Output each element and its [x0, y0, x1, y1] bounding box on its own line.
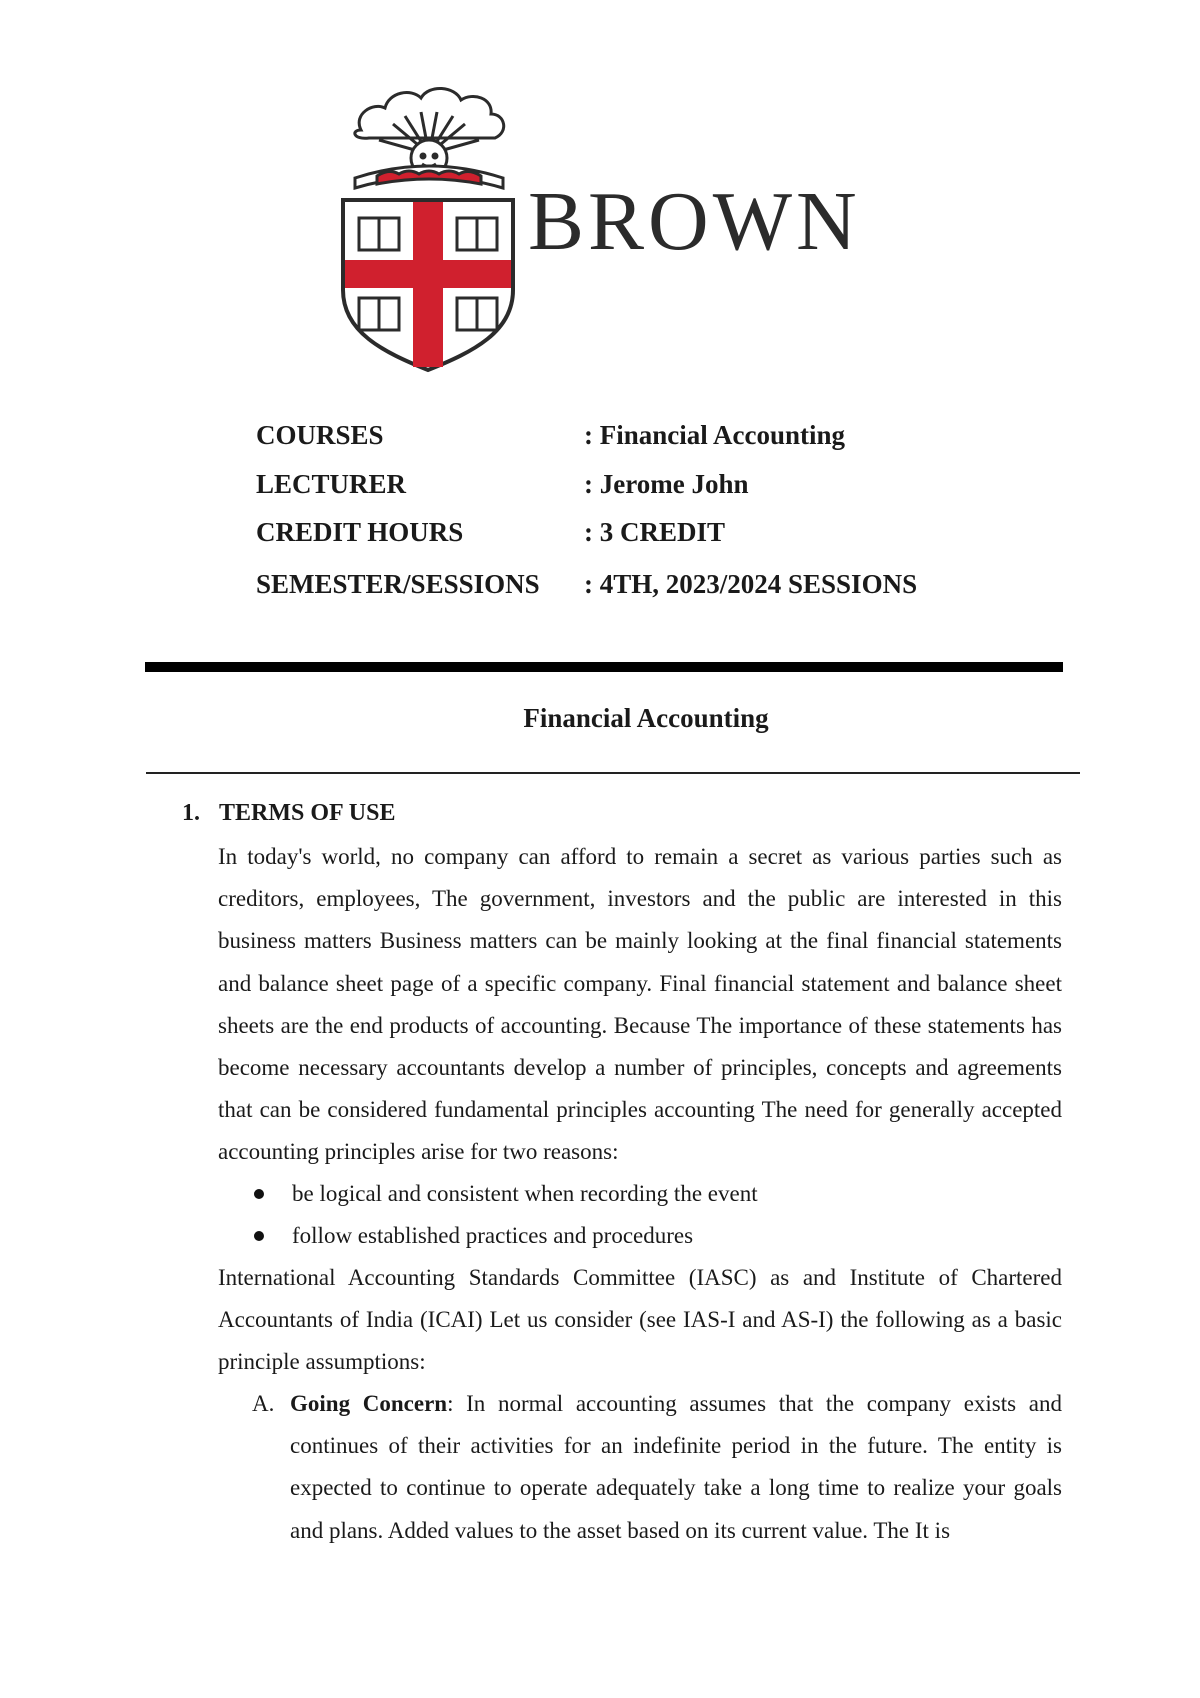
document-title-wrap: [0, 703, 1200, 734]
bullet-icon: [254, 1231, 264, 1241]
credit-hours-value: : 3 CREDIT: [584, 517, 726, 547]
semester-label: SEMESTER/SESSIONS: [256, 569, 540, 599]
wreath-crest-icon: [355, 166, 503, 188]
section-title: TERMS OF USE: [219, 800, 396, 826]
item-term: Going Concern: [290, 1391, 448, 1416]
reasons-list: [248, 1173, 1048, 1257]
thick-divider: [145, 662, 1063, 672]
item-text: : In normal accounting assumes that the company exists and continues of their activities for an indefinite period in the future. The entity is expected to continue to operate adequately take a long time to realize your goals and plans. Added values to the asset based on its current value. The It is: [290, 1391, 1062, 1543]
list-item-text: follow established practices and procedures: [292, 1223, 694, 1248]
shield-icon: [343, 200, 513, 370]
course-value: : Financial Accounting: [584, 420, 846, 450]
bullet-icon: [254, 1189, 264, 1199]
cloud-crest-icon: [355, 88, 504, 138]
document-title: Financial Accounting: [523, 703, 769, 733]
credit-hours-label: CREDIT HOURS: [256, 517, 464, 547]
section-number: 1.: [182, 800, 200, 826]
course-label: COURSES: [256, 420, 384, 450]
list-item: [248, 1215, 1048, 1257]
intro-paragraph: In today's world, no company can afford to remain a secret as various parties such as creditors, employees, The government, investors and the public are interested in this business matters Business matters can be mainly looking at the final financial statements and balance sheet page of a specific company. Final financial statement and balance sheet sheets are the end products of accounting. Because The importance of these statements has become necessary accountants develop a number of principles, concepts and agreements that can be considered fundamental principles accounting The need for generally accepted accounting principles arise for two reasons:: [218, 844, 1062, 1165]
standards-paragraph: International Accounting Standards Committee (IASC) as and Institute of Chartered Accountants of India (ICAI) Let us consider (see IAS-I and AS-I) the following as a basic principle assumptions:: [218, 1265, 1062, 1375]
list-item: [248, 1173, 1048, 1215]
brown-wordmark: BROWN: [528, 175, 861, 268]
thin-divider: [146, 772, 1080, 774]
lecturer-label: LECTURER: [256, 469, 407, 499]
item-marker: A.: [252, 1391, 275, 1416]
lecturer-value: : Jerome John: [584, 469, 749, 499]
semester-value: : 4TH, 2023/2024 SESSIONS: [584, 569, 918, 599]
item-text-block: [290, 1383, 1062, 1552]
list-item-text: be logical and consistent when recording the event: [292, 1181, 758, 1206]
